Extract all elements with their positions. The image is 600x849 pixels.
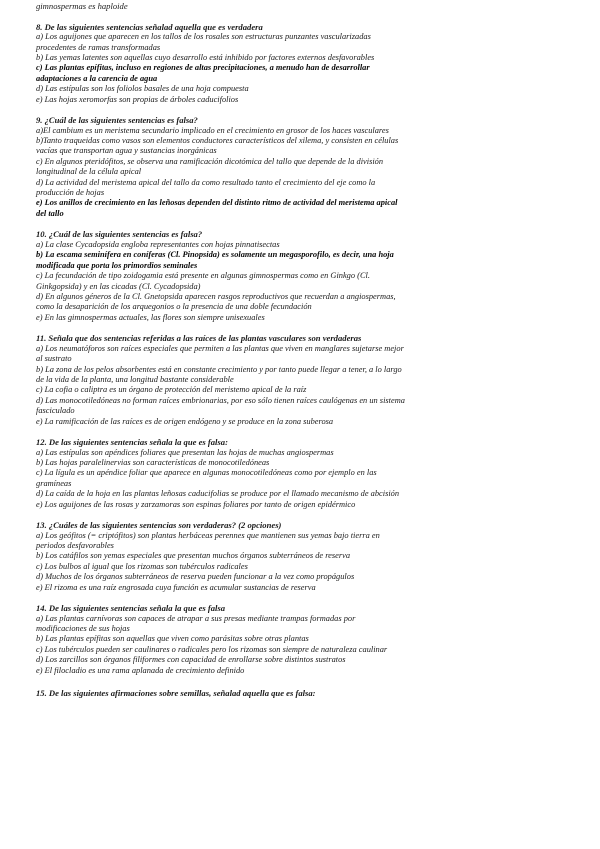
answer-option: b) Las hojas paralelinervias son características de monocotiledóneas: [36, 457, 270, 467]
question-title: 12. De las siguientes sentencias señala la que es falsa:: [36, 436, 228, 447]
answer-option-highlighted: c) Las plantas epífitas, incluso en regiones de altas precipitaciones, a menudo han de desarrollar adaptaciones a la carencia de agua: [36, 63, 370, 83]
question-block: [36, 22, 406, 105]
question-block: [36, 333, 406, 427]
question-block: [36, 520, 406, 593]
answer-option: c) La lígula es un apéndice foliar que aparece en algunas monocotiledóneas como por ejemplo en las gramíneas: [36, 468, 377, 488]
question-block: [36, 229, 406, 323]
page-top-fragment: gimnospermas es haploide: [36, 1, 128, 11]
answer-option: d) La caída de la hoja en las plantas leñosas caducifolias se produce por el llamado mecanismo de abcisión: [36, 489, 400, 499]
answer-option: e) Las hojas xeromorfas son propias de árboles caducifolios: [36, 94, 239, 104]
question-list: [36, 22, 600, 676]
question-title: 11. Señala que dos sentencias referidas a las raíces de las plantas vasculares son verdaderas: [36, 333, 362, 344]
answer-option: a) Las plantas carnívoras son capaces de atrapar a sus presas mediante trampas formadas por modificaciones de sus hojas: [36, 613, 356, 634]
answer-option: a) Los aguijones que aparecen en los tallos de los rosales son estructuras punzantes vascularizadas procedentes de ramas transformadas: [36, 32, 371, 52]
answer-option: c) En algunos pteridófitos, se observa una ramificación dicotómica del tallo que depende de la división longitudinal de la célula apical: [36, 156, 384, 177]
question-block: [36, 115, 406, 219]
question-title: 10. ¿Cuál de las siguientes sentencias es falsa?: [36, 229, 203, 240]
answer-option: a) Los neumatóforos son raíces especiales que permiten a las plantas que viven en manglares sujetarse mejor al sustrato: [36, 343, 404, 364]
answer-option: c) Los tubérculos pueden ser caulinares o radicales pero los rizomas son siempre de naturaleza caulinar: [36, 644, 388, 654]
answer-option: e) Los aguijones de las rosas y zarzamoras son espinas foliares por tanto de origen epidérmico: [36, 499, 356, 509]
question-block: [36, 603, 406, 676]
question-title: 8. De las siguientes sentencias señalad aquella que es verdadera: [36, 21, 263, 32]
question-title: 13. ¿Cuáles de las siguientes sentencias son verdaderas? (2 opciones): [36, 520, 282, 530]
answer-option: b) La zona de los pelos absorbentes está en constante crecimiento y por tanto puede llegar a tener, a lo largo de la vida de la planta, una longitud bastante considerable: [36, 364, 402, 384]
question-block: [36, 437, 406, 510]
question-15-title: 15. De las siguientes afirmaciones sobre semillas, señalad aquella que es falsa:: [36, 688, 316, 699]
answer-option: b) Los catáfilos son yemas especiales que presentan muchos órganos subterráneos de reserva: [36, 551, 351, 561]
document-page: [0, 1, 600, 849]
answer-option: a) Los geófitos (= criptófitos) son plantas herbáceas perennes que mantienen sus yemas bajo tierra en periodos desfavorables: [36, 530, 380, 550]
question-title: 14. De las siguientes sentencias señala la que es falsa: [36, 603, 226, 614]
answer-option-highlighted: b) La escama seminífera en coníferas (Cl. Pinopsida) es solamente un megasporofilo, es decir, una hoja modificada que porta los primordios seminales: [36, 250, 394, 270]
answer-option-highlighted: e) Los anillos de crecimiento en las leñosas dependen del distinto ritmo de actividad del meristema apical del tallo: [36, 198, 398, 218]
answer-option: c) La fecundación de tipo zoidogamia está presente en algunas gimnospermas como en Ginkgo (Cl. Ginkgopsida) y en las cicadas (Cl. Cycadopsida): [36, 271, 370, 291]
answer-option: b) Las plantas epífitas son aquellas que viven como parásitas sobre otras plantas: [36, 634, 309, 644]
answer-option: a)El cambium es un meristema secundario implicado en el crecimiento en grosor de los haces vasculares: [36, 125, 389, 135]
answer-option: d) Los zarcillos son órganos filiformes con capacidad de enrollarse sobre distintos sustratos: [36, 655, 346, 665]
question-title: 9. ¿Cuál de las siguientes sentencias es falsa?: [36, 115, 198, 126]
answer-option: e) El filocladio es una rama aplanada de crecimiento definido: [36, 665, 245, 675]
answer-option: d) En algunos géneros de la Cl. Gnetopsida aparecen rasgos reproductivos que recuerdan a angiospermas, como la desaparición de los arquegonios o la presencia de una doble fecundación: [36, 291, 396, 312]
answer-option: d) Las monocotiledóneas no forman raíces embrionarias, por eso sólo tienen raíces caulógenas en un sistema fasciculado: [36, 395, 405, 416]
answer-option: e) En las gimnospermas actuales, las flores son siempre unisexuales: [36, 312, 265, 322]
answer-option: a) Las estípulas son apéndices foliares que presentan las hojas de muchas angiospermas: [36, 447, 334, 457]
answer-option: b) Las yemas latentes son aquellas cuyo desarrollo está inhibido por factores externos desfavorables: [36, 53, 375, 62]
answer-option: c) Los bulbos al igual que los rizomas son tubérculos radicales: [36, 561, 248, 571]
answer-option: a) La clase Cycadopsida engloba representantes con hojas pinnatisectas: [36, 239, 280, 249]
answer-option: d) Las estípulas son los foliolos basales de una hoja compuesta: [36, 84, 249, 94]
answer-option: e) La ramificación de las raíces es de origen endógeno y se produce en la zona suberosa: [36, 416, 334, 426]
answer-option: d) La actividad del meristema apical del tallo da como resultado tanto el crecimiento del eje como la producción de hojas: [36, 177, 376, 198]
answer-option: c) La cofia o caliptra es un órgano de protección del meristemo apical de la raíz: [36, 385, 307, 395]
answer-option: d) Muchos de los órganos subterráneos de reserva pueden funcionar a la vez como propágulos: [36, 572, 355, 582]
answer-option: e) El rizoma es una raíz engrosada cuya función es acumular sustancias de reserva: [36, 582, 316, 592]
answer-option: b)Tanto traqueidas como vasos son elementos conductores característicos del xilema, y consisten en células vacías que transportan agua y sustancias inorgánicas: [36, 136, 399, 156]
